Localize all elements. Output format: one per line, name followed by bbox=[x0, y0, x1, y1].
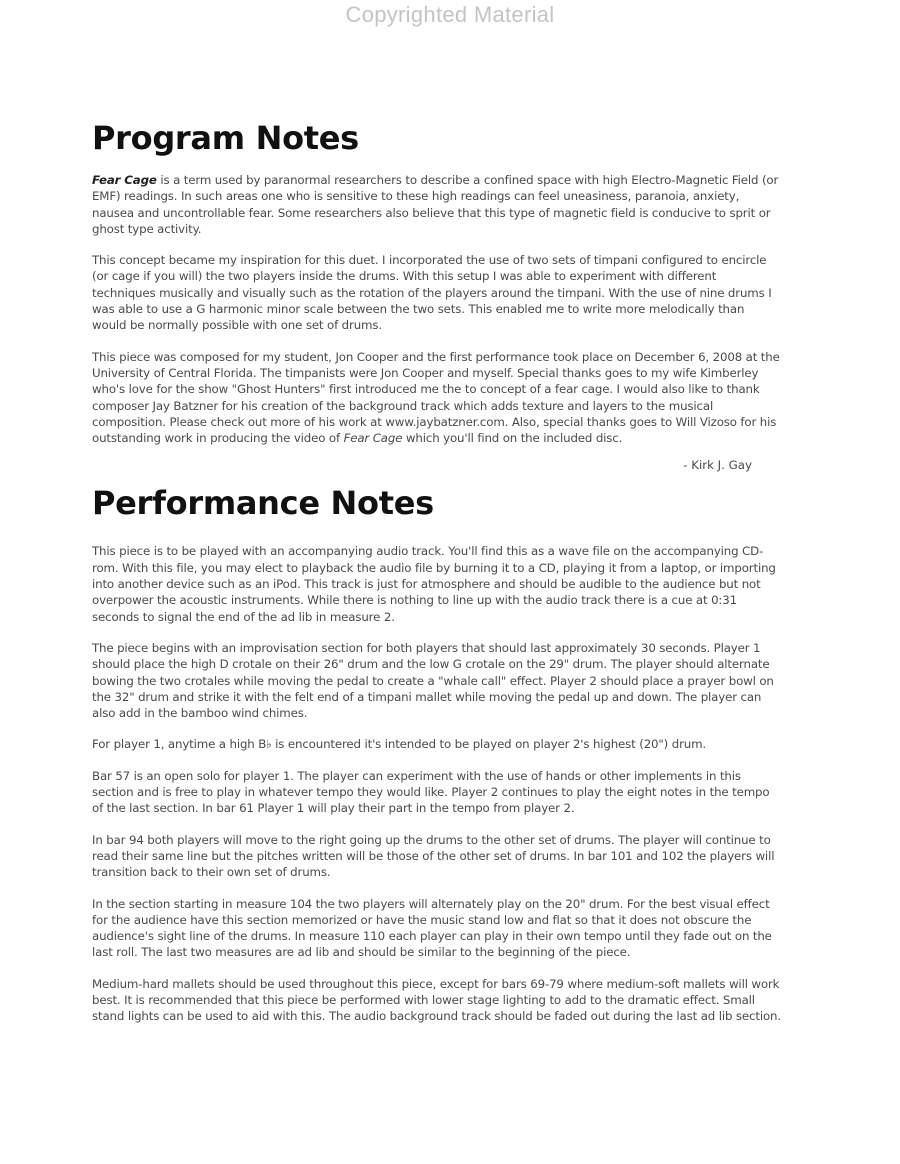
performance-notes-p3-text-a: For player 1, anytime a high B bbox=[92, 737, 267, 752]
performance-notes-paragraph-7: Medium-hard mallets should be used throughout this piece, except for bars 69-79 where medium-soft mallets will work best. It is recommended that this piece be performed with lower stage lighting to add to the dramatic effect. Small stand lights can be used to aid with this. The audio background track should be faded out during the last ad lib section. bbox=[92, 976, 781, 1024]
performance-notes-paragraph-5: In bar 94 both players will move to the right going up the drums to the other set of drums. The player will continue to read their same line but the pitches written will be those of the other set of drums. In bar 101 and 102 the players will transition back to their own set of drums. bbox=[92, 832, 775, 880]
performance-notes-paragraph-6: In the section starting in measure 104 the two players will alternately play on the 20" drum. For the best visual effect for the audience have this section memorized or have the music stand low and flat so that it does not obscure the audience's sight line of the drums. In measure 110 each player can play in their own tempo until they fade out on the last roll. The last two measures are ad lib and should be similar to the beginning of the piece. bbox=[92, 896, 772, 960]
program-notes-paragraph-1 bbox=[92, 172, 782, 237]
performance-notes-paragraph-3 bbox=[92, 736, 782, 752]
performance-notes-heading: Performance Notes bbox=[92, 484, 434, 523]
program-notes-p1-text: is a term used by paranormal researchers to describe a confined space with high Electro-Magnetic Field (or EMF) readings. In such areas one who is sensitive to these high readings can feel uneasiness, paranoia, anxiety, nausea and uncontrollable fear. Some researchers also believe that this type of magnetic field is conducive to sprit or ghost type activity. bbox=[92, 173, 779, 236]
fear-cage-term: Fear Cage bbox=[92, 173, 157, 187]
program-notes-p3-text-a: This piece was composed for my student, Jon Cooper and the first performance took place on December 6, 2008 at the University of Central Florida. The timpanists were Jon Cooper and myself. Special thanks goes to my wife Kimberley who's love for the show "Ghost Hunters" first introduced me the to concept of a fear cage. I would also like to thank composer Jay Batzner for his creation of the background track which adds texture and layers to the musical composition. Please check out more of his work at www.jaybatzner.com. Also, special thanks goes to Will Vizoso for his outstanding work in producing the video of bbox=[92, 349, 780, 446]
program-notes-heading: Program Notes bbox=[92, 119, 359, 157]
fear-cage-title-reference: Fear Cage bbox=[343, 431, 403, 446]
performance-notes-paragraph-1: This piece is to be played with an accompanying audio track. You'll find this as a wave file on the accompanying CD-rom. With this file, you may elect to playback the audio file by burning it to a CD, playing it from a laptop, or importing into another device such as an iPod. This track is just for atmosphere and should be audible to the audience but not overpower the acoustic instruments. While there is nothing to line up with the audio track there is a cue at 0:31 seconds to signal the end of the ad lib in measure 2. bbox=[92, 544, 776, 624]
program-notes-paragraph-2: This concept became my inspiration for this duet. I incorporated the use of two sets of timpani configured to encircle (or cage if you will) the two players inside the drums. With this setup I was able to experiment with different techniques musically and visually such as the rotation of the players around the timpani. With the use of nine drums I was able to use a G harmonic minor scale between the two sets. This enabled me to write more melodically than would be normally possible with one set of drums. bbox=[92, 253, 772, 333]
program-notes-p3-text-b: which you'll find on the included disc. bbox=[402, 431, 623, 446]
performance-notes-paragraph-2: The piece begins with an improvisation section for both players that should last approximately 30 seconds. Player 1 should place the high D crotale on their 26" drum and the low G crotale on the 29" drum. The player should alternate bowing the two crotales while moving the pedal to create a "whale call" effect. Player 2 should place a prayer bowl on the 32" drum and strike it with the felt end of a timpani mallet while moving the pedal up and down. The player can also add in the bamboo wind chimes. bbox=[92, 640, 774, 721]
copyright-watermark: Copyrighted Material bbox=[345, 2, 555, 27]
flat-symbol: ♭ bbox=[266, 737, 272, 752]
performance-notes-paragraph-4: Bar 57 is an open solo for player 1. The player can experiment with the use of hands or other implements in this section and is free to play in whatever tempo they would like. Player 2 continues to play the eight notes in the tempo of the last section. In bar 61 Player 1 will play their part in the tempo from player 2. bbox=[92, 768, 770, 816]
program-notes-paragraph-3 bbox=[92, 349, 782, 447]
performance-notes-p3-text-b: is encountered it's intended to be played on player 2's highest (20") drum. bbox=[271, 737, 707, 752]
document-page bbox=[92, 118, 782, 1040]
author-signature: - Kirk J. Gay bbox=[683, 458, 752, 473]
